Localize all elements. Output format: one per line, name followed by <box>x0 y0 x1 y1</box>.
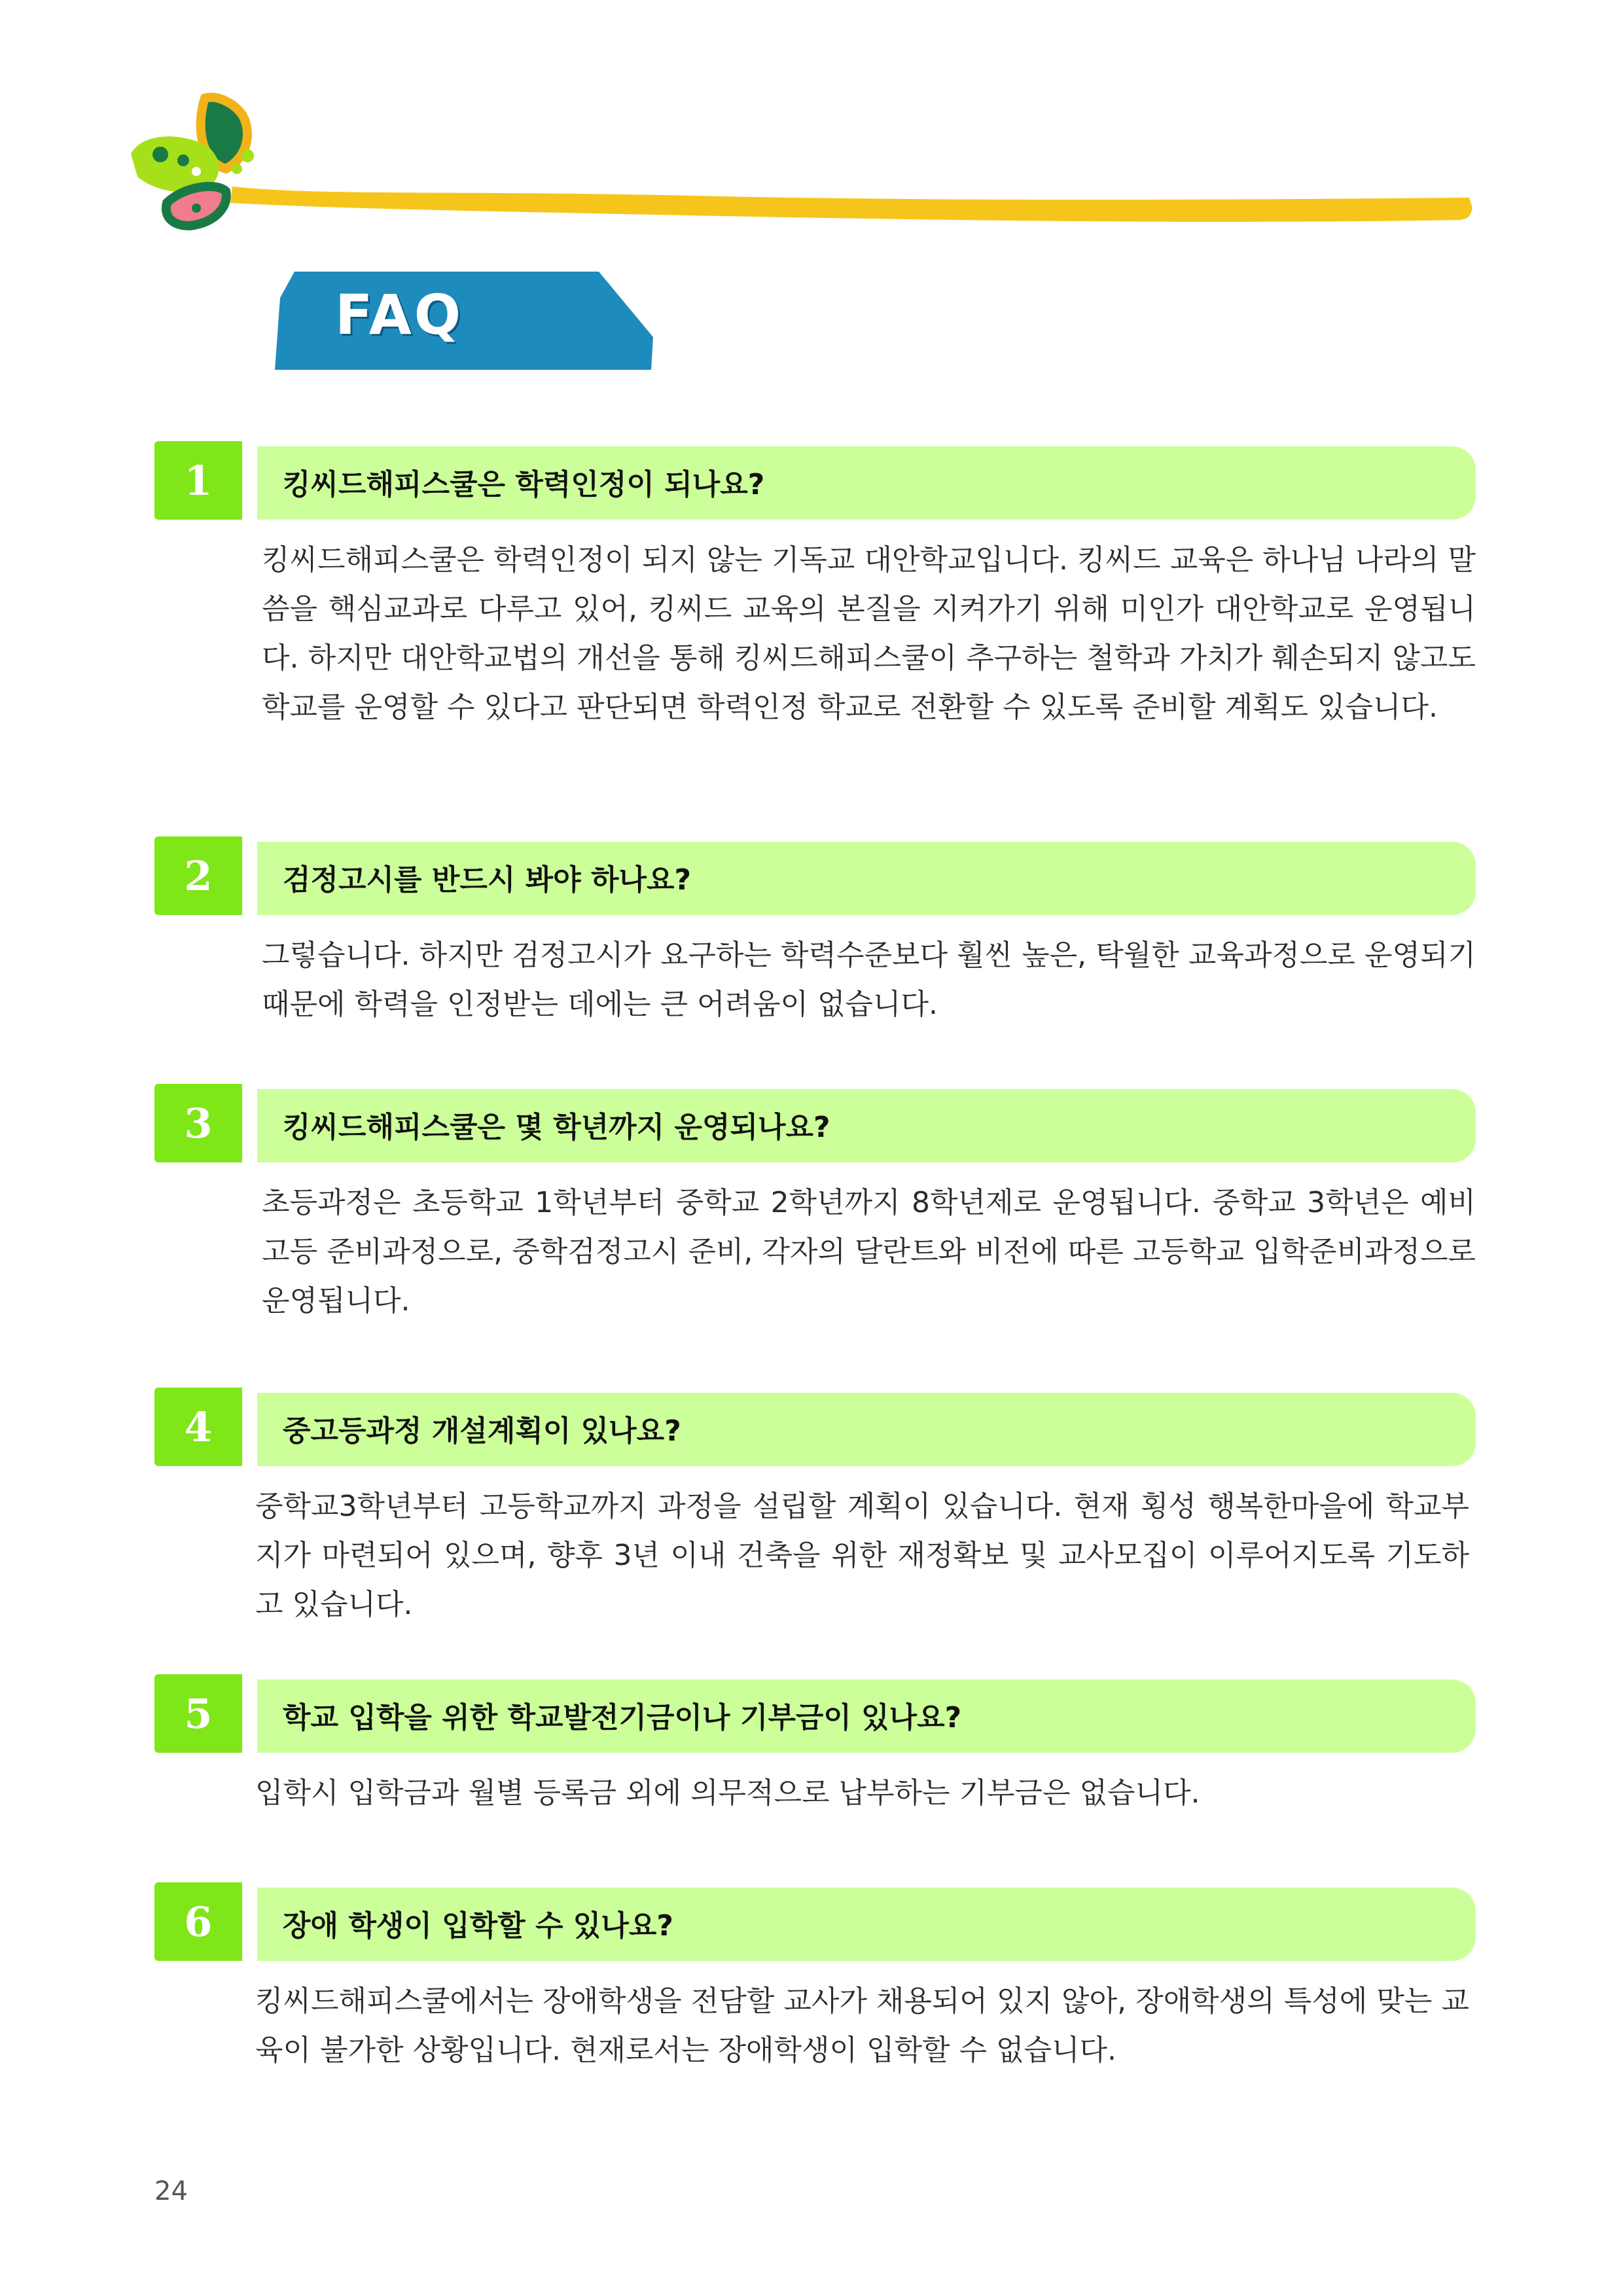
faq-question: 학교 입학을 위한 학교발전기금이나 기부금이 있나요? <box>283 1701 962 1734</box>
faq-number-badge: 2 <box>154 836 242 915</box>
faq-number-badge: 5 <box>154 1674 242 1753</box>
faq-number-badge: 1 <box>154 441 242 520</box>
faq-answer: 초등과정은 초등학교 1학년부터 중학교 2학년까지 8학년제로 운영됩니다. 중학교 3학년은 예비고등 준비과정으로, 중학검정고시 준비, 각자의 달란트와 비전에 따른 고등학교 입학준비과정으로 운영됩니다. <box>262 1186 1476 1318</box>
leaf-vine-decoration <box>0 0 1623 249</box>
faq-question: 중고등과정 개설계획이 있나요? <box>283 1414 681 1448</box>
faq-number-badge: 3 <box>154 1084 242 1162</box>
faq-answer: 중학교3학년부터 고등학교까지 과정을 설립할 계획이 있습니다. 현재 횡성 행복한마을에 학교부지가 마련되어 있으며, 향후 3년 이내 건축을 위한 재정확보 및 교사모집이 이루어지도록 기도하고 있습니다. <box>255 1490 1469 1621</box>
faq-question: 킹씨드해피스쿨은 학력인정이 되나요? <box>283 468 765 501</box>
leaf-dot <box>152 147 168 162</box>
vine-branch <box>230 187 1472 222</box>
faq-number-badge: 4 <box>154 1388 242 1466</box>
faq-answer: 킹씨드해피스쿨은 학력인정이 되지 않는 기독교 대안학교입니다. 킹씨드 교육은 하나님 나라의 말씀을 핵심교과로 다루고 있어, 킹씨드 교육의 본질을 지켜가기 위해 미인가 대안학교로 운영됩니다. 하지만 대안학교법의 개선을 통해 킹씨드해피스쿨이 추구하는 철학과 가치가 훼손되지 않고도 학교를 운영할 수 있다고 판단되면 학력인정 학교로 전환할 수 있도록 준비할 계획도 있습니다. <box>262 543 1476 724</box>
faq-answer: 그렇습니다. 하지만 검정고시가 요구하는 학력수준보다 훨씬 높은, 탁월한 교육과정으로 운영되기 때문에 학력을 인정받는 데에는 큰 어려움이 없습니다. <box>262 939 1476 1021</box>
leaf-bud <box>241 149 254 162</box>
faq-answer: 킹씨드해피스쿨에서는 장애학생을 전담할 교사가 채용되어 있지 않아, 장애학생의 특성에 맞는 교육이 불가한 상황입니다. 현재로서는 장애학생이 입학할 수 없습니다. <box>255 1984 1469 2067</box>
leaf-dot <box>192 167 201 176</box>
faq-title-tab <box>275 272 654 370</box>
leaf-dot <box>177 154 189 166</box>
faq-answer: 입학시 입학금과 월별 등록금 외에 의무적으로 납부하는 기부금은 없습니다. <box>255 1776 1200 1810</box>
faq-question: 킹씨드해피스쿨은 몇 학년까지 운영되나요? <box>283 1111 830 1144</box>
faq-number-badge: 6 <box>154 1882 242 1961</box>
faq-title: FAQ <box>335 283 464 347</box>
faq-question: 검정고시를 반드시 봐야 하나요? <box>283 863 692 897</box>
leaf-bud <box>232 164 242 174</box>
page-number: 24 <box>154 2176 188 2206</box>
leaf-dot <box>192 204 201 213</box>
faq-question: 장애 학생이 입학할 수 있나요? <box>283 1909 673 1943</box>
